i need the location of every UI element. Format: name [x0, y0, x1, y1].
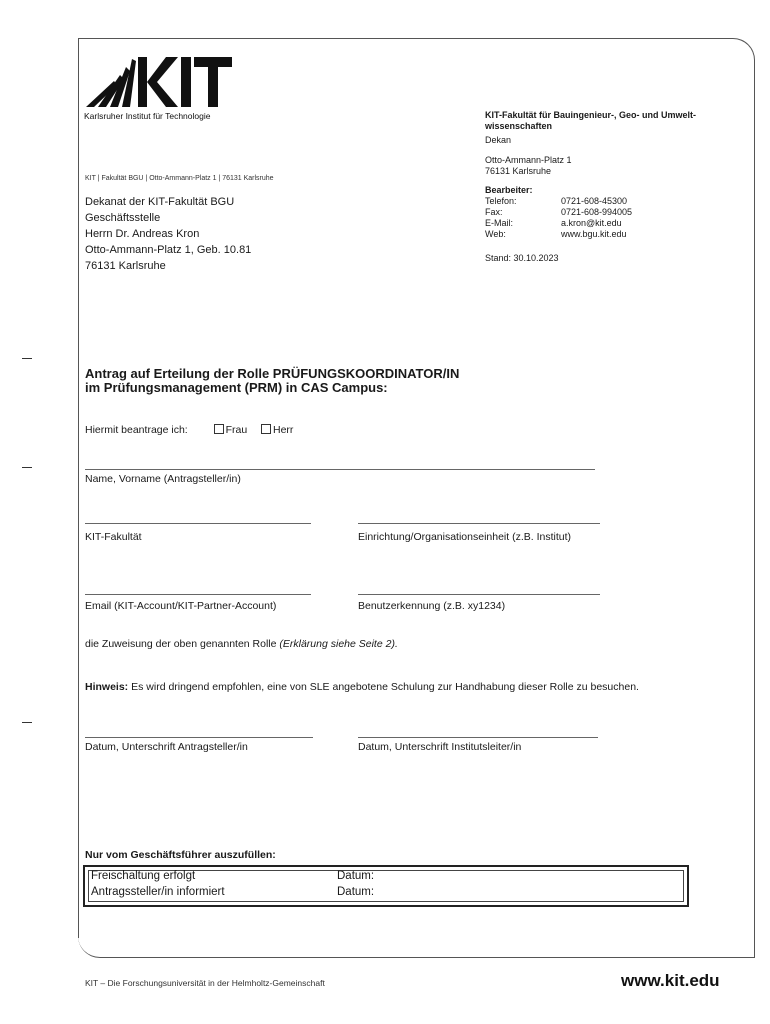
frame-left-border	[78, 38, 79, 938]
faculty-street: Otto-Ammann-Platz 1	[485, 155, 572, 165]
faculty-role: Dekan	[485, 135, 512, 145]
hinweis-body: Es wird dringend empfohlen, eine von SLE angebotene Schulung zur Handhabung dieser Rolle zu besuchen.	[128, 681, 639, 693]
applicant-signature-line[interactable]	[85, 737, 313, 738]
admin-row-informiert	[91, 886, 225, 898]
recipient-line: Dekanat der KIT-Fakultät BGU	[85, 196, 235, 208]
faculty-info-block	[485, 110, 735, 264]
email-label: Email (KIT-Account/KIT-Partner-Account)	[85, 600, 277, 612]
zuweisung-plain: die Zuweisung der oben genannten Rolle	[85, 638, 280, 650]
zuweisung-italic: (Erklärung siehe Seite 2).	[279, 638, 398, 650]
contact-label: Telefon:	[485, 196, 517, 206]
kit-logo	[84, 55, 234, 109]
admin-date-label: Datum:	[337, 886, 375, 898]
recipient-line: 76131 Karlsruhe	[85, 260, 166, 272]
contact-label: Web:	[485, 229, 506, 239]
sender-return-address: KIT | Fakultät BGU | Otto-Ammann-Platz 1 | 76131 Karlsruhe	[85, 175, 274, 182]
checkbox-frau[interactable]	[214, 424, 224, 434]
fold-mark	[22, 358, 32, 359]
hinweis-label: Hinweis:	[85, 681, 129, 693]
recipient-line: Geschäftsstelle	[85, 212, 161, 224]
admin-heading: Nur vom Geschäftsführer auszufüllen:	[85, 849, 276, 861]
document-title	[85, 367, 459, 395]
checkbox-herr[interactable]	[261, 424, 271, 434]
faculty-city: 76131 Karlsruhe	[485, 166, 552, 176]
email-input-line[interactable]	[85, 594, 311, 595]
contact-value: 0721-608-45300	[561, 196, 628, 206]
recipient-line: Otto-Ammann-Platz 1, Geb. 10.81	[85, 244, 252, 256]
stand-date: Stand: 30.10.2023	[485, 253, 559, 263]
recipient-line: Herrn Dr. Andreas Kron	[85, 228, 200, 240]
admin-table	[83, 865, 689, 907]
einrichtung-input-line[interactable]	[358, 523, 600, 524]
footer-website[interactable]: www.kit.edu	[621, 971, 720, 990]
fakultaet-label: KIT-Fakultät	[85, 531, 142, 543]
fold-mark	[22, 722, 32, 723]
contact-heading: Bearbeiter:	[485, 185, 533, 195]
logo-subtitle: Karlsruher Institut für Technologie	[84, 111, 211, 121]
admin-row-freischaltung	[91, 870, 195, 882]
hinweis-text	[85, 681, 639, 693]
head-signature-line[interactable]	[358, 737, 598, 738]
contact-row	[485, 207, 735, 218]
admin-row-label: Antragssteller/in informiert	[91, 886, 225, 898]
footer-tagline: KIT – Die Forschungsuniversität in der Helmholtz-Gemeinschaft	[85, 978, 325, 988]
fakultaet-input-line[interactable]	[85, 523, 311, 524]
benutzer-input-line[interactable]	[358, 594, 600, 595]
faculty-name: KIT-Fakultät für Bauingenieur-, Geo- und Umwelt-wissenschaften	[485, 110, 697, 131]
zuweisung-text	[85, 638, 398, 650]
contact-value[interactable]: www.bgu.kit.edu	[561, 229, 627, 239]
benutzer-label: Benutzerkennung (z.B. xy1234)	[358, 600, 506, 612]
option-frau-label: Frau	[225, 424, 248, 436]
admin-date-label: Datum:	[337, 870, 375, 882]
fold-mark	[22, 467, 32, 468]
head-signature-label: Datum, Unterschrift Institutsleiter/in	[358, 741, 522, 753]
admin-row-date[interactable]	[337, 870, 374, 882]
admin-row-date[interactable]	[337, 886, 374, 898]
admin-row-label: Freischaltung erfolgt	[91, 870, 196, 882]
contact-label: E-Mail:	[485, 218, 514, 228]
einrichtung-label: Einrichtung/Organisationseinheit (z.B. Institut)	[358, 531, 572, 543]
intro-text: Hiermit beantrage ich:	[85, 424, 188, 436]
recipient-address	[85, 194, 251, 274]
title-line-2: im Prüfungsmanagement (PRM) in CAS Campus:	[85, 380, 388, 395]
name-label: Name, Vorname (Antragsteller/in)	[85, 473, 241, 485]
name-input-line[interactable]	[85, 469, 595, 470]
contact-row	[485, 229, 735, 240]
option-herr-label: Herr	[273, 424, 294, 436]
contact-label: Fax:	[485, 207, 503, 217]
contact-row	[485, 196, 735, 207]
title-line-1: Antrag auf Erteilung der Rolle PRÜFUNGSKOORDINATOR/IN	[85, 366, 460, 381]
contact-row	[485, 218, 735, 229]
salutation-row	[85, 424, 293, 436]
contact-value: 0721-608-994005	[561, 207, 633, 217]
applicant-signature-label: Datum, Unterschrift Antragsteller/in	[85, 741, 248, 753]
contact-value[interactable]: a.kron@kit.edu	[561, 218, 622, 228]
